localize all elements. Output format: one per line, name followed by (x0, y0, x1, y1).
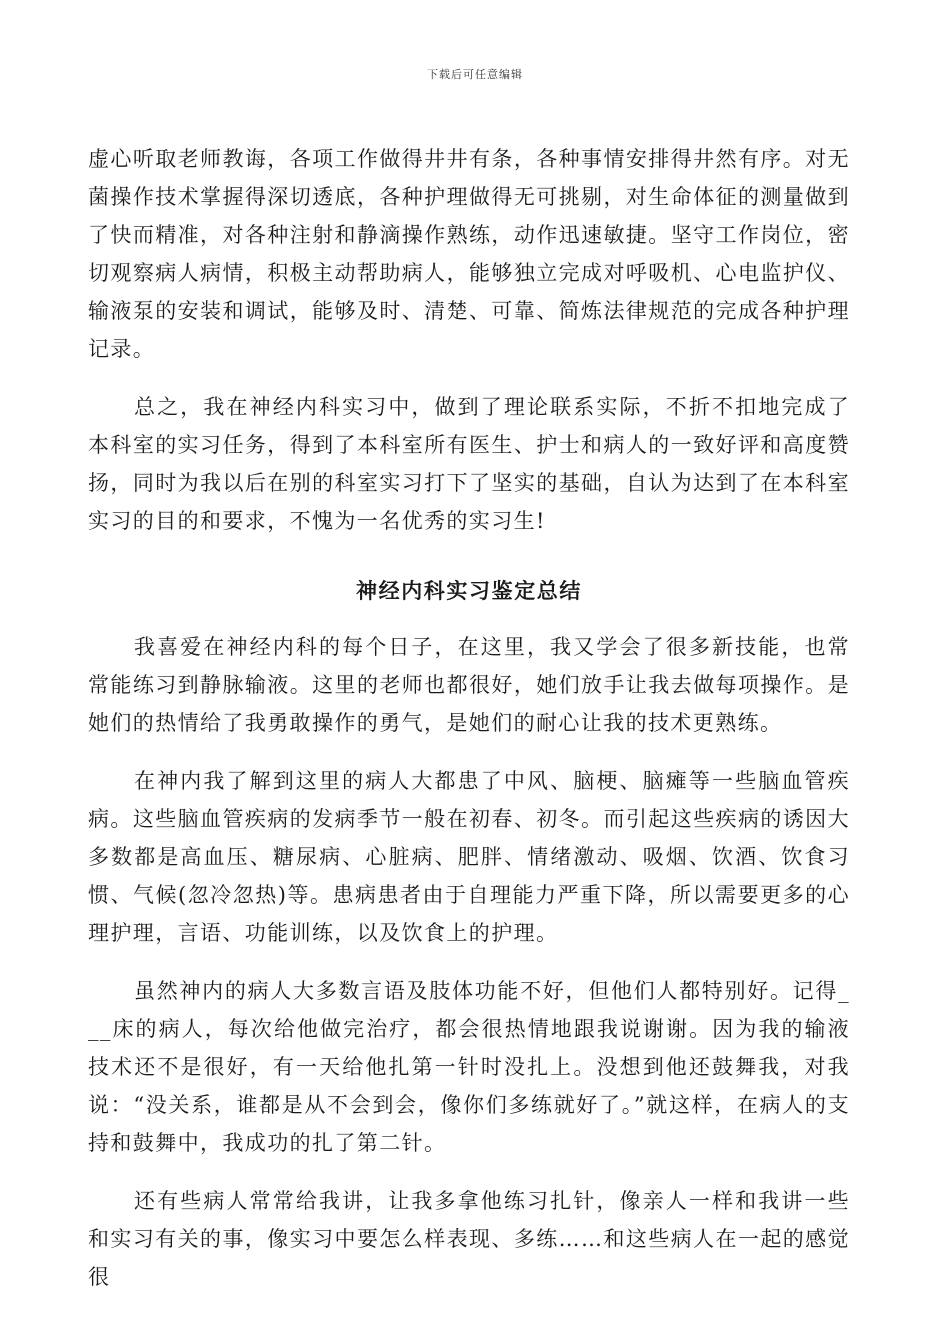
paragraph-continued: 虚心听取老师教诲，各项工作做得井井有条，各种事情安排得井然有序。对无菌操作技术掌握得深切透底，各种护理做得无可挑剔，对生命体征的测量做到了快而精准，对各种注射和静滴操作熟练，动作迅速敏捷。坚守工作岗位，密切观察病人病情，积极主动帮助病人，能够独立完成对呼吸机、心电监护仪、输液泵的安装和调试，能够及时、清楚、可靠、简炼法律规范的完成各种护理记录。 (88, 147, 850, 361)
paragraph-conclusion: 总之，我在神经内科实习中，做到了理论联系实际，不折不扣地完成了本科室的实习任务，得到了本科室所有医生、护士和病人的一致好评和高度赞扬，同时为我以后在别的科室实习打下了坚实的基础，自认为达到了在本科室实习的目的和要求，不愧为一名优秀的实习生! (88, 395, 850, 533)
header-note: 下载后可任意编辑 (427, 68, 523, 81)
document-body (88, 140, 850, 1296)
paragraph-patients: 虽然神内的病人大多数言语及肢体功能不好，但他们人都特别好。记得___床的病人，每次给他做完治疗，都会很热情地跟我说谢谢。因为我的输液技术还不是很好，有一天给他扎第一针时没扎上。没想到他还鼓舞我，对我说：“没关系，谁都是从不会到会，像你们多练就好了。”就这样，在病人的支持和鼓舞中，我成功的扎了第二针。 (88, 979, 850, 1155)
paragraph-diseases: 在神内我了解到这里的病人大都患了中风、脑梗、脑瘫等一些脑血管疾病。这些脑血管疾病的发病季节一般在初春、初冬。而引起这些疾病的诱因大多数都是高血压、糖尿病、心脏病、肥胖、情绪激动、吸烟、饮酒、饮食习惯、气候(忽冷忽热)等。患病患者由于自理能力严重下降，所以需要更多的心理护理，言语、功能训练，以及饮食上的护理。 (88, 769, 850, 945)
paragraph-intro: 我喜爱在神经内科的每个日子，在这里，我又学会了很多新技能，也常常能练习到静脉输液。这里的老师也都很好，她们放手让我去做每项操作。是她们的热情给了我勇敢操作的勇气，是她们的耐心让我的技术更熟练。 (88, 635, 850, 735)
section-title: 神经内科实习鉴定总结 (356, 578, 582, 603)
paragraph-practice: 还有些病人常常给我讲，让我多拿他练习扎针，像亲人一样和我讲一些和实习有关的事，像实习中要怎么样表现、多练……和这些病人在一起的感觉很 (88, 1189, 850, 1289)
